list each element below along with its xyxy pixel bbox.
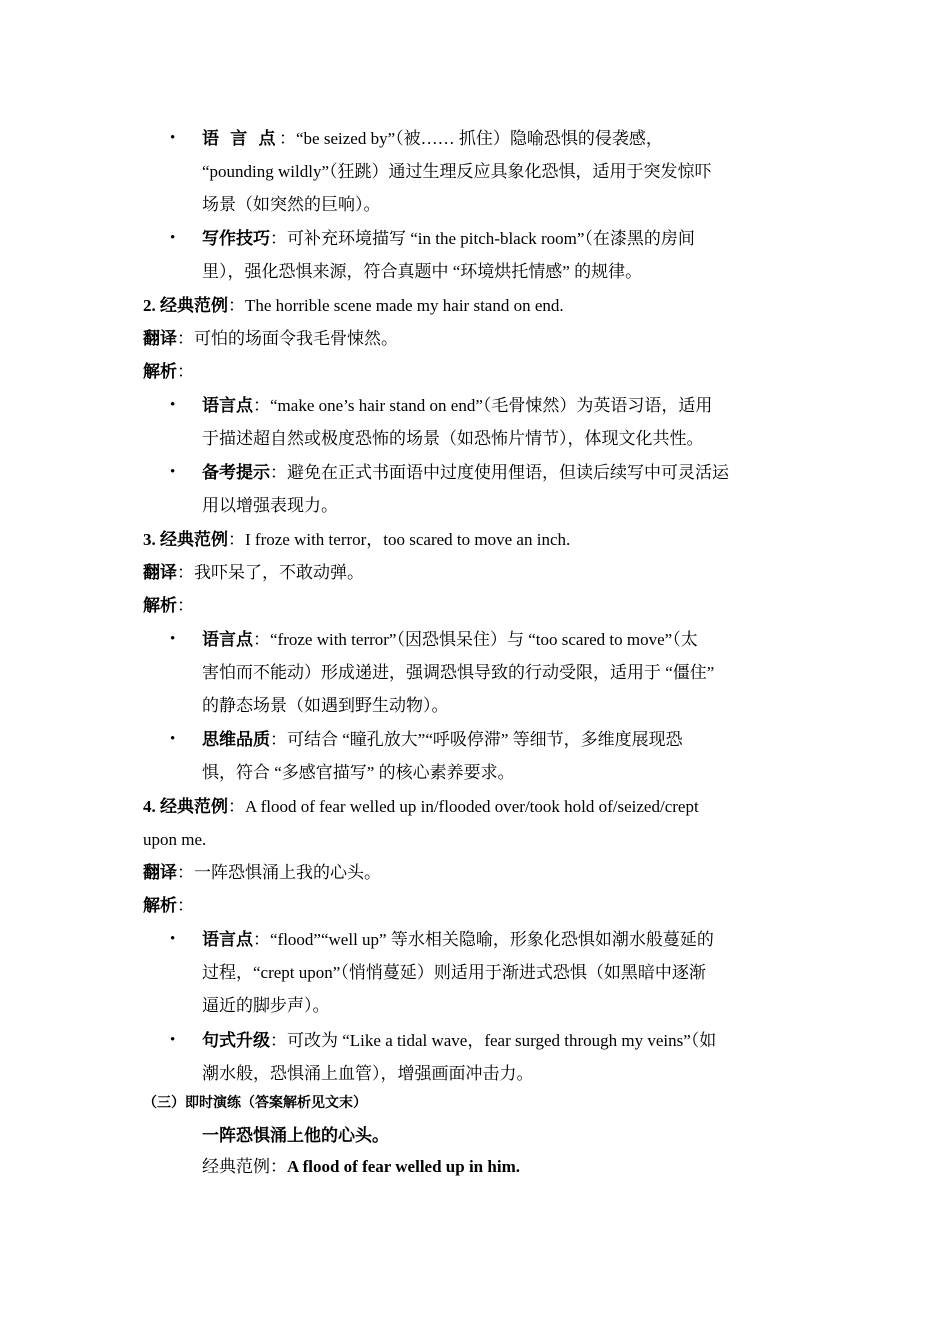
bullet: •	[170, 631, 176, 647]
bullet-text: ：“make one’s hair stand on end”（毛骨悚然）为英语习语，适用	[253, 396, 713, 415]
analysis-heading: 解析：	[143, 362, 194, 381]
bullet-text: “pounding wildly”（狂跳）通过生理反应具象化恐惧，适用于突发惊吓	[202, 162, 712, 181]
analysis-heading: 解析：	[143, 896, 194, 915]
bullet-text: 过程，“crept upon”（悄悄蔓延）则适用于渐进式恐惧（如黑暗中逐渐	[202, 963, 706, 982]
practice-example: 经典范例：A flood of fear welled up in him.	[202, 1157, 520, 1176]
translation: 翻译：我吓呆了，不敢动弹。	[143, 563, 364, 582]
bullet-label: 语言点	[202, 396, 253, 415]
bullet-line	[202, 623, 808, 656]
bullet-text: 的静态场景（如遇到野生动物）。	[202, 696, 449, 715]
bullet-text: 逼近的脚步声）。	[202, 996, 330, 1015]
example-heading: 2. 经典范例：The horrible scene made my hair stand on end.	[143, 296, 564, 315]
bullet: •	[170, 130, 176, 146]
bullet-text: ：“be seized by”（被…… 抓住）隐喻恐惧的侵袭感，	[279, 129, 663, 148]
bullet: •	[170, 931, 176, 947]
bullet-label: 思维品质	[202, 730, 270, 749]
example-heading: 3. 经典范例：I froze with terror，too scared to move an inch.	[143, 530, 571, 549]
bullet-label: 语言点	[202, 630, 253, 649]
bullet-text: 于描述超自然或极度恐怖的场景（如恐怖片情节），体现文化共性。	[202, 429, 704, 448]
translation: 翻译：一阵恐惧涌上我的心头。	[143, 863, 381, 882]
bullet-label: 写作技巧	[202, 229, 270, 248]
analysis-heading: 解析：	[143, 596, 194, 615]
bullet-label: 语 言 点	[202, 129, 279, 148]
bullet-line	[202, 723, 808, 756]
bullet-text: ：避免在正式书面语中过度使用俚语，但读后续写中可灵活运	[270, 463, 729, 482]
bullet-text: ：可补充环境描写 “in the pitch-black room”（在漆黑的房间	[270, 229, 695, 248]
bullet: •	[170, 230, 176, 246]
bullet-text: 害怕而不能动）形成递进，强调恐惧导致的行动受限，适用于 “僵住”	[202, 663, 715, 682]
example-sentence-cont: upon me.	[143, 830, 207, 849]
bullet-line	[202, 222, 808, 255]
bullet-label: 句式升级	[202, 1031, 270, 1050]
bullet-text: ：可改为 “Like a tidal wave，fear surged through my veins”（如	[270, 1031, 717, 1050]
bullet-text: ：“flood”“well up” 等水相关隐喻，形象化恐惧如潮水般蔓延的	[253, 930, 714, 949]
translation: 翻译：可怕的场面令我毛骨悚然。	[143, 329, 398, 348]
bullet: •	[170, 397, 176, 413]
bullet-label: 语言点	[202, 930, 253, 949]
bullet-line	[202, 1024, 808, 1057]
bullet-text: 惧，符合 “多感官描写” 的核心素养要求。	[202, 763, 515, 782]
bullet-line	[202, 923, 808, 956]
example-heading: 4. 经典范例：A flood of fear welled up in/flooded over/took hold of/seized/crept	[143, 797, 699, 816]
section-heading: （三）即时演练（答案解析见文末）	[143, 1096, 367, 1111]
bullet: •	[170, 1032, 176, 1048]
practice-prompt: 一阵恐惧涌上他的心头。	[202, 1126, 389, 1145]
bullet-line	[202, 122, 808, 155]
bullet: •	[170, 464, 176, 480]
bullet-line	[202, 389, 808, 422]
bullet-text: 用以增强表现力。	[202, 496, 338, 515]
bullet-line	[202, 456, 808, 489]
bullet-text: ：可结合 “瞳孔放大”“呼吸停滞” 等细节，多维度展现恐	[270, 730, 683, 749]
bullet-label: 备考提示	[202, 463, 270, 482]
bullet: •	[170, 731, 176, 747]
bullet-text: 里），强化恐惧来源，符合真题中 “环境烘托情感” 的规律。	[202, 262, 643, 281]
bullet-text: ：“froze with terror”（因恐惧呆住）与 “too scared to move”（太	[253, 630, 698, 649]
bullet-text: 潮水般，恐惧涌上血管），增强画面冲击力。	[202, 1064, 534, 1083]
bullet-text: 场景（如突然的巨响）。	[202, 195, 381, 214]
